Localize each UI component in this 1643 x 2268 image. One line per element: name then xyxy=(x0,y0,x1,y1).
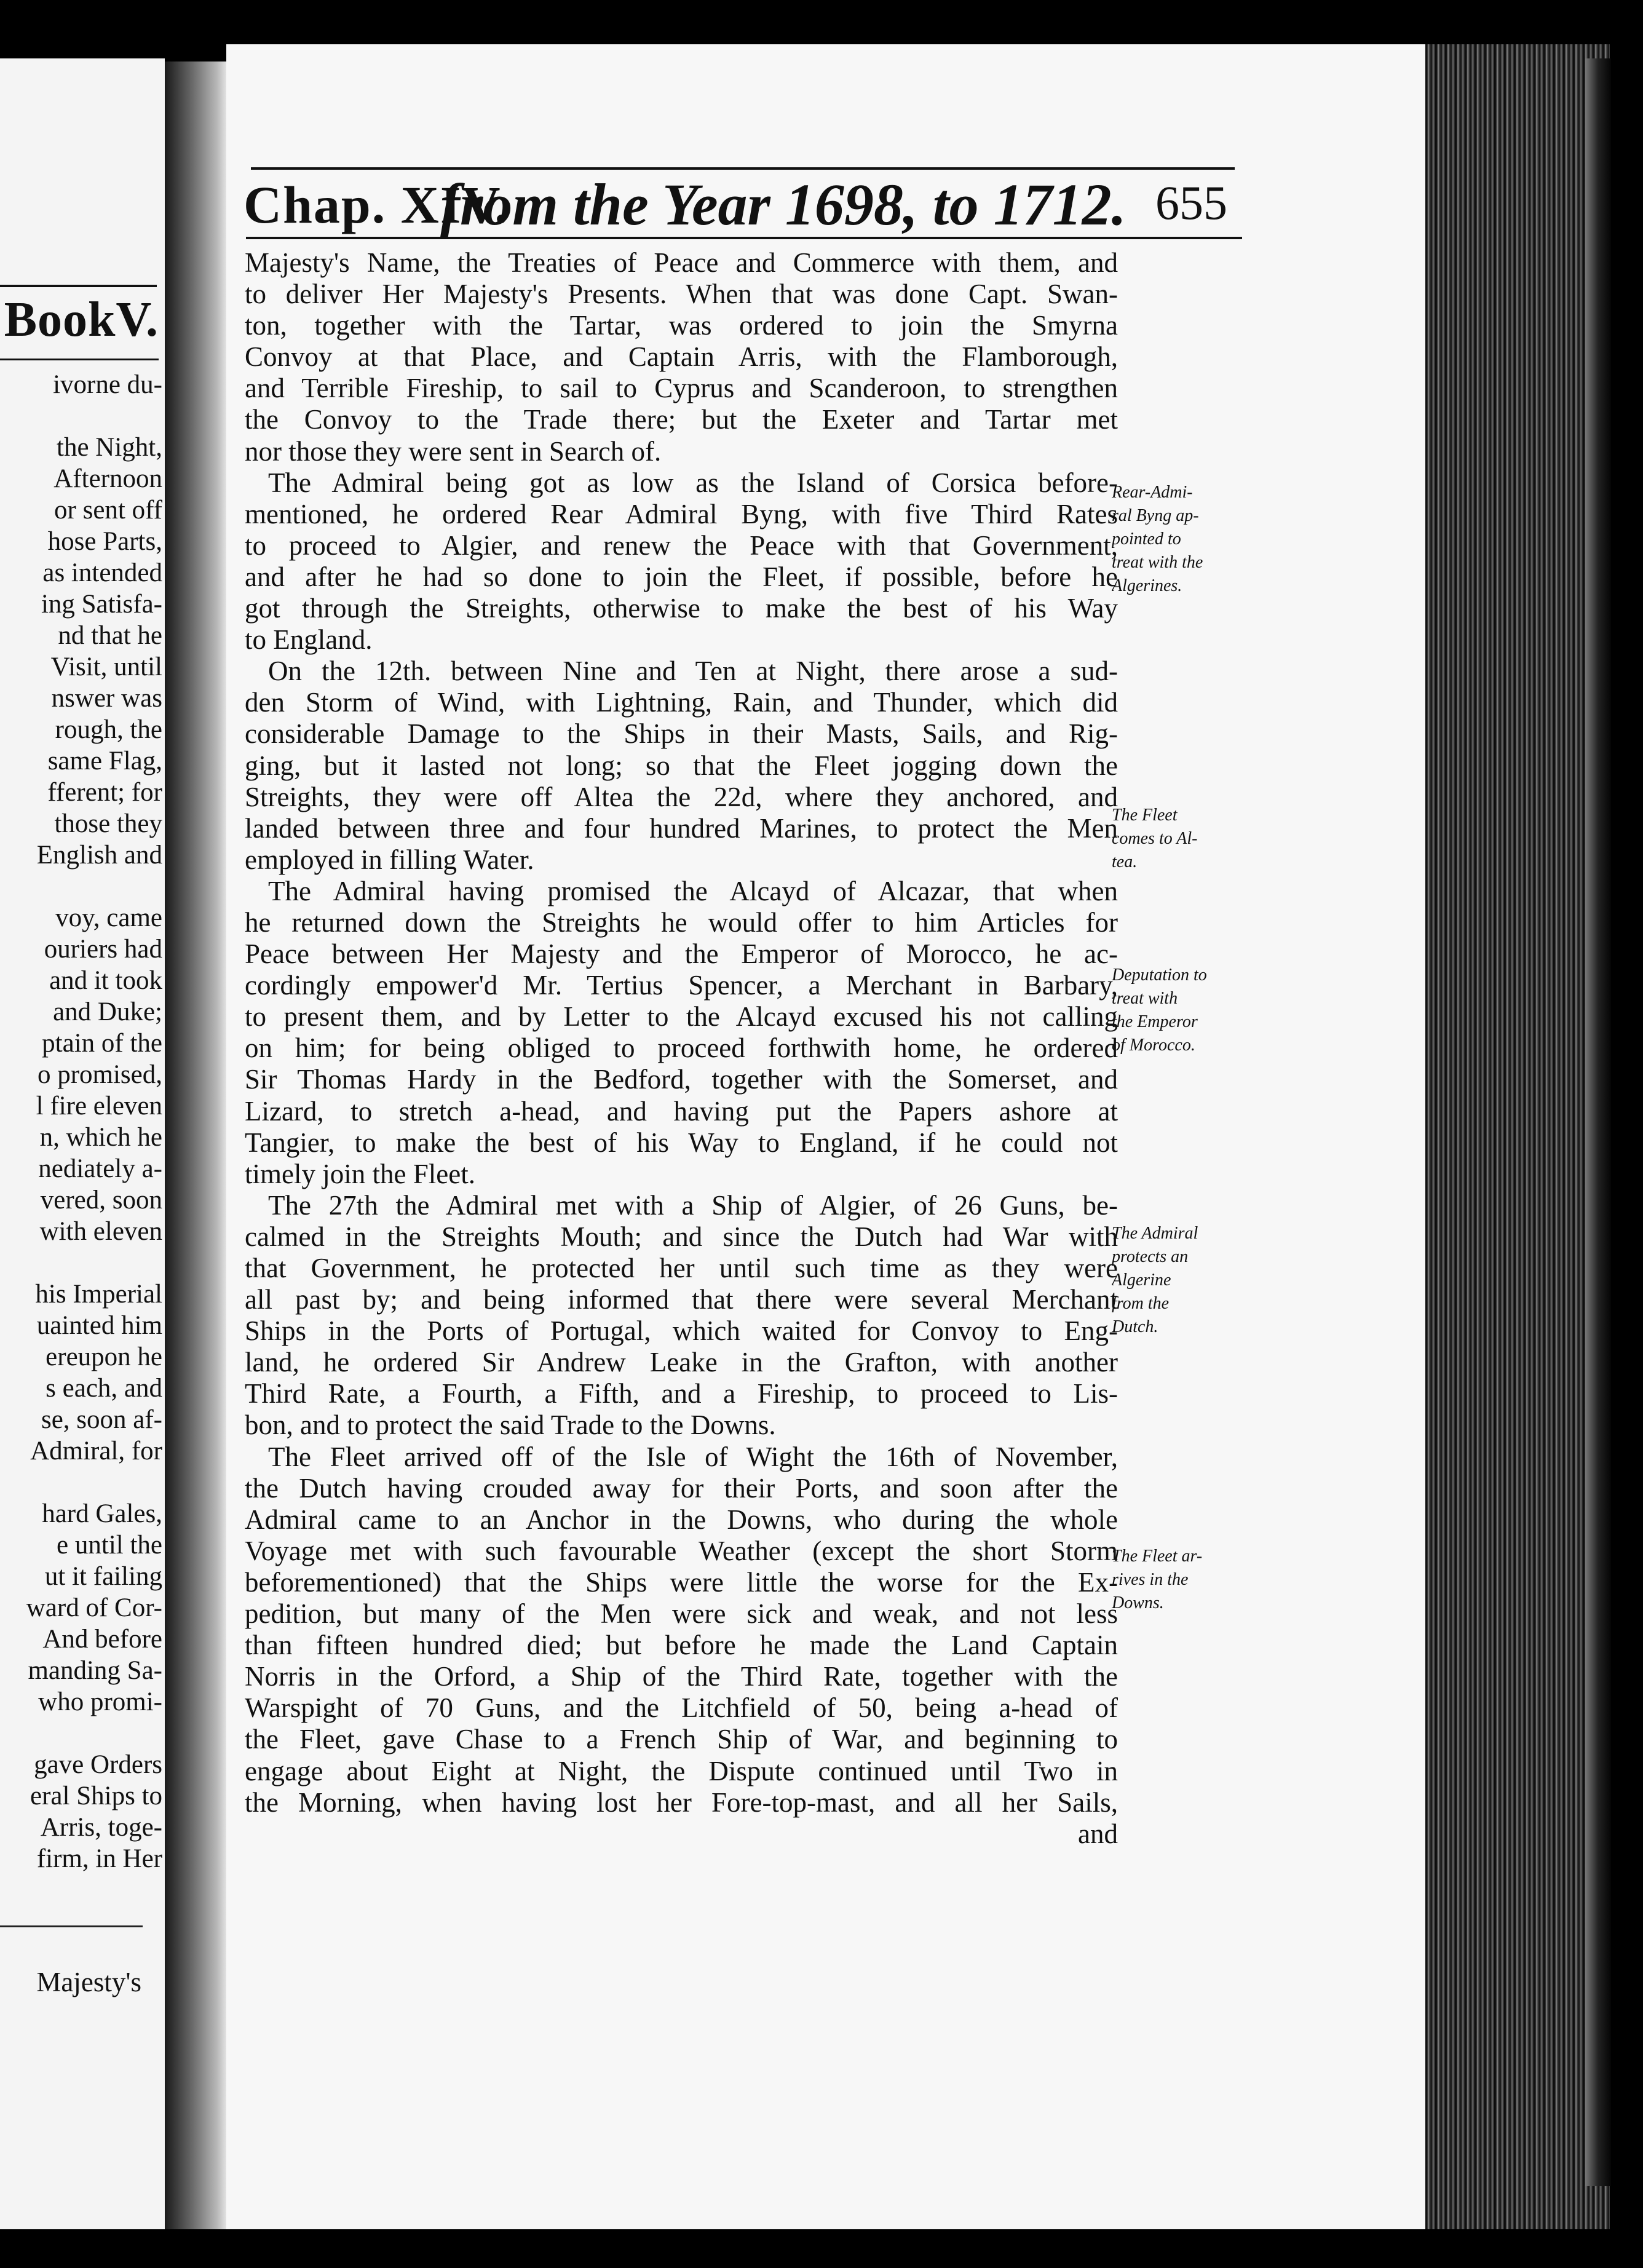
marginal-note-line: Downs. xyxy=(1112,1593,1164,1612)
left-catchword: Majesty's xyxy=(36,1967,141,1997)
left-text-line: or sent off xyxy=(54,496,162,525)
body-text-line: ging, but it lasted not long; so that the Fleet jogging down the xyxy=(245,750,1118,781)
body-text-line: Ships in the Ports of Portugal, which waited for Convoy to Eng- xyxy=(245,1315,1118,1347)
marginal-note-line: of Morocco. xyxy=(1112,1036,1195,1055)
left-text-line: nswer was xyxy=(51,684,162,713)
body-text-line: calmed in the Streights Mouth; and since the Dutch had War with xyxy=(245,1221,1118,1252)
body-text-line: employed in filling Water. xyxy=(245,844,534,875)
left-text-line: se, soon af- xyxy=(41,1405,162,1434)
left-text-line: rough, the xyxy=(55,715,162,744)
left-text-line: s each, and xyxy=(46,1374,162,1403)
body-text-line: to deliver Her Majesty's Presents. When that was done Capt. Swan- xyxy=(245,279,1118,310)
body-text-line: bon, and to protect the said Trade to the Downs. xyxy=(245,1410,776,1441)
left-text-line: fferent; for xyxy=(47,778,162,807)
body-text-line: Streights, they were off Altea the 22d, where they anchored, and xyxy=(245,781,1118,812)
left-page-divider xyxy=(0,1925,143,1927)
marginal-note-line: comes to Al- xyxy=(1112,829,1198,848)
left-text-line: nd that he xyxy=(58,621,162,650)
body-text-line: mentioned, he ordered Rear Admiral Byng, with five Third Rates xyxy=(245,498,1118,529)
marginal-note-line: Algerine xyxy=(1112,1271,1171,1290)
body-text-line: Majesty's Name, the Treaties of Peace and Commerce with them, and xyxy=(245,247,1118,278)
left-text-line: his Imperial xyxy=(35,1280,162,1309)
left-header-rule-bottom xyxy=(0,359,159,360)
body-text-line: to proceed to Algier, and renew the Peace with that Government, xyxy=(245,529,1118,561)
body-text-line: the Dutch having crouded away for their Ports, and soon after the xyxy=(245,1472,1118,1504)
book-gutter xyxy=(165,61,226,2229)
left-text-line: with eleven xyxy=(39,1217,162,1246)
left-text-line: English and xyxy=(36,841,162,870)
body-text-line: to England. xyxy=(245,624,373,656)
left-text-line xyxy=(0,1467,162,1498)
body-text-line: Convoy at that Place, and Captain Arris, with the Flamborough, xyxy=(245,341,1118,373)
body-text-line: Warspight of 70 Guns, and the Litchfield of 50, being a-head of xyxy=(245,1692,1118,1724)
marginal-note-line: from the xyxy=(1112,1294,1170,1313)
left-text-line xyxy=(0,1247,162,1279)
left-text-line: ereupon he xyxy=(46,1342,162,1371)
left-text-line: ivorne du- xyxy=(53,370,162,399)
current-page xyxy=(226,44,1425,2229)
left-text-line: gave Orders xyxy=(34,1750,162,1779)
left-running-head: BookV. xyxy=(4,293,159,347)
left-text-line: firm, in Her xyxy=(36,1844,162,1873)
body-text-line: Peace between Her Majesty and the Emperor of Morocco, he ac- xyxy=(245,938,1118,970)
left-text-line: and it took xyxy=(49,966,162,995)
left-text-line: Visit, until xyxy=(50,652,162,681)
body-text-line: considerable Damage to the Ships in their Masts, Sails, and Rig- xyxy=(245,718,1118,750)
body-text-line: pedition, but many of the Men were sick and weak, and not less xyxy=(245,1598,1118,1630)
left-text-line: the Night, xyxy=(57,433,162,462)
body-text-line: and Terrible Fireship, to sail to Cyprus and Scanderoon, to strengthen xyxy=(245,373,1118,404)
marginal-note-line: The Fleet xyxy=(1112,806,1178,825)
page-number: 655 xyxy=(1155,176,1227,229)
left-text-line: eral Ships to xyxy=(30,1782,162,1810)
body-text-line: timely join the Fleet. xyxy=(245,1158,475,1189)
left-text-line: nediately a- xyxy=(38,1154,162,1183)
left-page-text xyxy=(0,369,162,1874)
book-fore-edge-shadow xyxy=(1585,58,1611,2186)
body-text-line: Sir Thomas Hardy in the Bedford, together with the Somerset, and xyxy=(245,1064,1118,1095)
marginal-note xyxy=(1112,481,1241,598)
left-text-line: Afternoon xyxy=(53,464,162,493)
header-rule-bottom xyxy=(246,237,1242,239)
body-text-line: beforementioned) that the Ships were little the worse for the Ex- xyxy=(245,1566,1118,1598)
left-text-line: o promised, xyxy=(37,1060,162,1089)
marginal-note-line: Deputation to xyxy=(1112,965,1207,985)
left-text-line xyxy=(0,871,162,902)
left-text-line: Arris, toge- xyxy=(40,1813,162,1842)
marginal-note xyxy=(1112,1545,1241,1615)
marginal-note-line: rives in the xyxy=(1112,1570,1189,1589)
body-text xyxy=(245,247,1118,1850)
body-text-line: Tangier, to make the best of his Way to England, if he could not xyxy=(245,1127,1118,1158)
body-text-line: landed between three and four hundred Marines, to protect the Men xyxy=(245,812,1118,844)
body-text-line: and after he had so done to join the Fleet, if possible, before he xyxy=(245,561,1118,592)
body-text-line: ton, together with the Tartar, was ordered to join the Smyrna xyxy=(245,310,1118,341)
left-text-line: those they xyxy=(54,809,162,838)
left-text-line: ptain of the xyxy=(42,1029,162,1058)
body-text-line: the Fleet, gave Chase to a French Ship of War, and beginning to xyxy=(245,1724,1118,1755)
marginal-note-line: The Fleet ar- xyxy=(1112,1547,1203,1566)
previous-page xyxy=(0,58,165,2229)
left-text-line: ing Satisfa- xyxy=(41,590,162,619)
left-text-line: and Duke; xyxy=(53,997,162,1026)
body-text-line: The Fleet arrived off of the Isle of Wight the 16th of November, xyxy=(268,1441,1118,1472)
body-text-line: the Convoy to the Trade there; but the Exeter and Tartar met xyxy=(245,404,1118,435)
marginal-note-line: ral Byng ap- xyxy=(1112,506,1199,525)
left-text-line: ouriers had xyxy=(44,935,162,964)
left-text-line: ut it failing xyxy=(44,1562,162,1591)
body-text-line: Third Rate, a Fourth, a Fifth, and a Fireship, to proceed to Lis- xyxy=(245,1378,1118,1410)
body-text-line: than fifteen hundred died; but before he made the Land Captain xyxy=(245,1630,1118,1661)
marginal-note-line: treat with xyxy=(1112,989,1178,1008)
left-text-line: n, which he xyxy=(39,1123,162,1152)
left-text-line: l fire eleven xyxy=(36,1092,162,1120)
left-text-line: hose Parts, xyxy=(47,527,162,556)
body-text-line: Lizard, to stretch a-head, and having put the Papers ashore at xyxy=(245,1095,1118,1127)
marginal-note xyxy=(1112,964,1241,1057)
year-range-heading: from the Year 1698, to 1712. xyxy=(440,172,1126,237)
body-text-line: The Admiral having promised the Alcayd of Alcazar, that when xyxy=(268,875,1118,906)
running-head xyxy=(243,170,1246,256)
marginal-note-line: treat with the xyxy=(1112,553,1203,572)
header-rule-top xyxy=(251,167,1235,170)
marginal-note-line: Dutch. xyxy=(1112,1317,1158,1336)
marginal-note xyxy=(1112,804,1241,874)
body-text-line: got through the Streights, otherwise to make the best of his Way xyxy=(245,593,1118,624)
marginal-note-line: Algerines. xyxy=(1112,576,1182,595)
marginal-note xyxy=(1112,1222,1241,1339)
left-text-line: hard Gales, xyxy=(42,1499,162,1528)
body-text-line: that Government, he protected her until such time as they were xyxy=(245,1253,1118,1283)
left-text-line: vered, soon xyxy=(40,1186,162,1215)
marginal-note-line: tea. xyxy=(1112,852,1138,871)
left-text-line: voy, came xyxy=(55,903,162,932)
chapter-heading: Chap. XIV. xyxy=(243,175,509,234)
left-text-line: manding Sa- xyxy=(28,1656,162,1685)
marginal-note-line: The Admiral xyxy=(1112,1224,1198,1243)
body-text-line: cordingly empower'd Mr. Tertius Spencer, a Merchant in Barbary, xyxy=(245,970,1118,1001)
body-text-line: nor those they were sent in Search of. xyxy=(245,435,662,467)
marginal-note-line: pointed to xyxy=(1112,529,1181,549)
left-text-line: same Flag, xyxy=(47,747,162,775)
left-text-line: And before xyxy=(42,1625,162,1654)
body-text-line: den Storm of Wind, with Lightning, Rain, and Thunder, which did xyxy=(245,687,1118,718)
body-text-line: Norris in the Orford, a Ship of the Third Rate, together with the xyxy=(245,1661,1118,1692)
body-text-line: Admiral came to an Anchor in the Downs, who during the whole xyxy=(245,1504,1118,1535)
left-text-line: as intended xyxy=(42,558,162,587)
body-text-line: he returned down the Streights he would offer to him Articles for xyxy=(245,906,1118,938)
body-text-line: engage about Eight at Night, the Dispute continued until Two in xyxy=(245,1755,1118,1786)
body-text-line: On the 12th. between Nine and Ten at Night, there arose a sud- xyxy=(268,656,1118,687)
left-text-line: uainted him xyxy=(36,1311,162,1340)
body-text-line: Voyage met with such favourable Weather (except the short Storm xyxy=(245,1535,1118,1566)
left-text-line: Admiral, for xyxy=(30,1437,162,1465)
left-text-line xyxy=(0,400,162,432)
body-text-line: to present them, and by Letter to the Alcayd excused his not calling xyxy=(245,1001,1118,1033)
body-text-line: land, he ordered Sir Andrew Leake in the Grafton, with another xyxy=(245,1347,1118,1378)
left-text-line: e until the xyxy=(57,1531,162,1560)
body-text-line: on him; for being obliged to proceed forthwith home, he ordered xyxy=(245,1033,1118,1064)
marginal-note-line: the Emperor xyxy=(1112,1012,1198,1031)
body-text-line: The 27th the Admiral met with a Ship of Algier, of 26 Guns, be- xyxy=(268,1189,1118,1221)
left-text-line xyxy=(0,1718,162,1749)
marginal-note-line: Rear-Admi- xyxy=(1112,483,1193,502)
marginal-note-line: protects an xyxy=(1112,1247,1189,1266)
body-text-line: the Morning, when having lost her Fore-top-mast, and all her Sails, xyxy=(245,1786,1118,1818)
left-text-line: who promi- xyxy=(38,1687,162,1716)
catchword: and xyxy=(1078,1818,1118,1849)
body-text-line: The Admiral being got as low as the Island of Corsica before- xyxy=(268,467,1118,498)
left-header-rule xyxy=(0,285,157,287)
left-text-line: ward of Cor- xyxy=(26,1593,162,1622)
body-text-line: all past by; and being informed that there were several Merchant xyxy=(245,1284,1118,1315)
book-fore-edge xyxy=(1425,44,1610,2229)
